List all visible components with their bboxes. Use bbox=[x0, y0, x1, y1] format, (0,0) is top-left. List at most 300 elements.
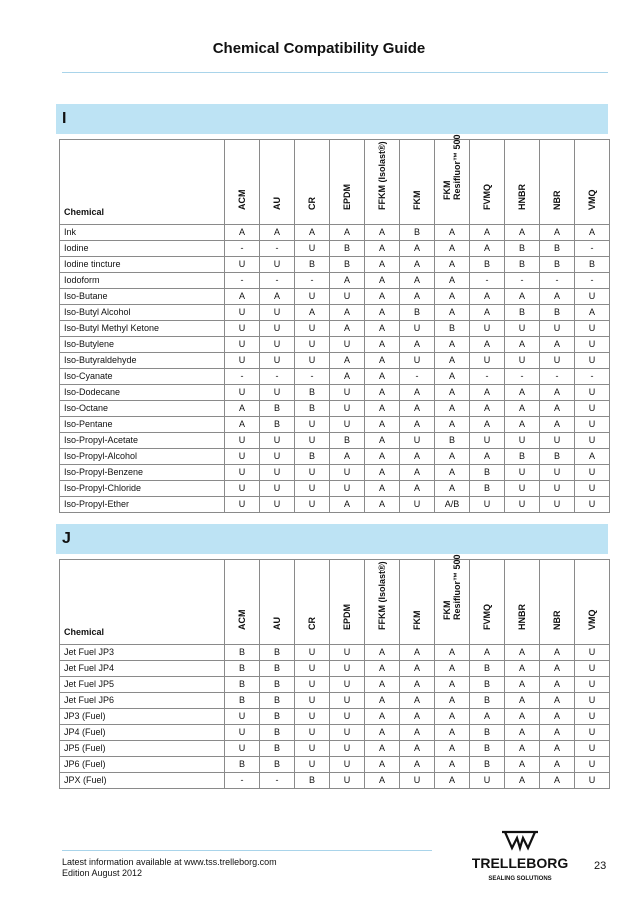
rating-cell: A bbox=[400, 385, 435, 401]
rating-cell: U bbox=[330, 385, 365, 401]
rating-cell: U bbox=[575, 289, 610, 305]
rating-cell: A bbox=[400, 677, 435, 693]
rating-cell: U bbox=[400, 773, 435, 789]
rating-cell: U bbox=[295, 757, 330, 773]
rating-cell: B bbox=[470, 741, 505, 757]
column-header bbox=[295, 560, 330, 645]
rating-cell: - bbox=[505, 273, 540, 289]
chemical-name: Iso-Propyl-Ether bbox=[60, 497, 225, 513]
rating-cell: B bbox=[260, 693, 295, 709]
rating-cell: A bbox=[365, 481, 400, 497]
rating-cell: A bbox=[435, 465, 470, 481]
rating-cell: U bbox=[295, 677, 330, 693]
rating-cell: A bbox=[435, 385, 470, 401]
rating-cell: A bbox=[400, 645, 435, 661]
rating-cell: U bbox=[400, 497, 435, 513]
rating-cell: A bbox=[540, 289, 575, 305]
rating-cell: A bbox=[470, 417, 505, 433]
rating-cell: - bbox=[575, 241, 610, 257]
rating-cell: U bbox=[575, 385, 610, 401]
table-row bbox=[60, 645, 610, 661]
rating-cell: U bbox=[295, 241, 330, 257]
column-header-label: FKM bbox=[412, 610, 422, 630]
rating-cell: U bbox=[295, 465, 330, 481]
column-header bbox=[470, 560, 505, 645]
rating-cell: U bbox=[540, 433, 575, 449]
rating-cell: A bbox=[540, 417, 575, 433]
table-row bbox=[60, 497, 610, 513]
rating-cell: A bbox=[540, 773, 575, 789]
rating-cell: A bbox=[330, 321, 365, 337]
rating-cell: A bbox=[330, 497, 365, 513]
rating-cell: U bbox=[330, 693, 365, 709]
table-row bbox=[60, 417, 610, 433]
rating-cell: A bbox=[225, 289, 260, 305]
rating-cell: U bbox=[330, 773, 365, 789]
rating-cell: A bbox=[365, 257, 400, 273]
rating-cell: U bbox=[505, 481, 540, 497]
rating-cell: B bbox=[225, 693, 260, 709]
rating-cell: B bbox=[540, 257, 575, 273]
chemical-name: Iodoform bbox=[60, 273, 225, 289]
section-letter: J bbox=[62, 530, 71, 547]
rating-cell: A bbox=[365, 725, 400, 741]
logo-tagline: SEALING SOLUTIONS bbox=[488, 876, 552, 882]
rating-cell: A bbox=[435, 449, 470, 465]
rating-cell: A bbox=[365, 757, 400, 773]
rating-cell: - bbox=[260, 241, 295, 257]
chemical-name: Iso-Butyl Methyl Ketone bbox=[60, 321, 225, 337]
rating-cell: A bbox=[435, 741, 470, 757]
column-header-label: FKM bbox=[412, 190, 422, 210]
rating-cell: U bbox=[260, 433, 295, 449]
table-row bbox=[60, 225, 610, 241]
table-row bbox=[60, 289, 610, 305]
rating-cell: U bbox=[225, 741, 260, 757]
rating-cell: U bbox=[505, 497, 540, 513]
chemical-name: JP4 (Fuel) bbox=[60, 725, 225, 741]
rating-cell: U bbox=[575, 645, 610, 661]
rating-cell: U bbox=[400, 433, 435, 449]
rating-cell: A bbox=[400, 693, 435, 709]
rating-cell: A bbox=[400, 241, 435, 257]
rating-cell: - bbox=[540, 273, 575, 289]
chemical-name: Jet Fuel JP4 bbox=[60, 661, 225, 677]
rating-cell: U bbox=[260, 257, 295, 273]
rating-cell: B bbox=[295, 773, 330, 789]
chemical-name: Iodine bbox=[60, 241, 225, 257]
rating-cell: U bbox=[330, 661, 365, 677]
column-header-label: HNBR bbox=[517, 604, 527, 630]
chemical-name: Ink bbox=[60, 225, 225, 241]
page-title: Chemical Compatibility Guide bbox=[212, 40, 426, 57]
rating-cell: A/B bbox=[435, 497, 470, 513]
table-row bbox=[60, 741, 610, 757]
rating-cell: U bbox=[260, 305, 295, 321]
rating-cell: U bbox=[295, 709, 330, 725]
rating-cell: A bbox=[365, 321, 400, 337]
rating-cell: A bbox=[435, 661, 470, 677]
rating-cell: - bbox=[400, 369, 435, 385]
rating-cell: - bbox=[470, 369, 505, 385]
rating-cell: A bbox=[470, 385, 505, 401]
rating-cell: A bbox=[435, 225, 470, 241]
logo-wordmark: TRELLEBORG bbox=[472, 855, 568, 871]
rating-cell: U bbox=[470, 497, 505, 513]
chemical-name: Iso-Propyl-Benzene bbox=[60, 465, 225, 481]
rating-cell: U bbox=[260, 385, 295, 401]
column-header bbox=[400, 560, 435, 645]
rating-cell: U bbox=[225, 257, 260, 273]
rating-cell: A bbox=[505, 289, 540, 305]
rating-cell: - bbox=[295, 273, 330, 289]
rating-cell: B bbox=[470, 757, 505, 773]
rating-cell: U bbox=[540, 481, 575, 497]
rating-cell: A bbox=[435, 289, 470, 305]
rating-cell: U bbox=[295, 433, 330, 449]
rating-cell: A bbox=[365, 337, 400, 353]
rating-cell: A bbox=[470, 449, 505, 465]
column-header-label: VMQ bbox=[587, 189, 597, 210]
column-header bbox=[225, 140, 260, 225]
column-header bbox=[260, 140, 295, 225]
rating-cell: A bbox=[540, 337, 575, 353]
rating-cell: B bbox=[225, 645, 260, 661]
rating-cell: A bbox=[435, 337, 470, 353]
rating-cell: U bbox=[295, 693, 330, 709]
rating-cell: - bbox=[260, 273, 295, 289]
column-header-label: FVMQ bbox=[482, 184, 492, 210]
rating-cell: - bbox=[225, 773, 260, 789]
footer-website: Latest information available at www.tss.trelleborg.com bbox=[62, 857, 277, 867]
column-header bbox=[365, 140, 400, 225]
rating-cell: - bbox=[260, 773, 295, 789]
table-row bbox=[60, 273, 610, 289]
rating-cell: B bbox=[225, 661, 260, 677]
rating-cell: B bbox=[470, 661, 505, 677]
column-header-chemical: Chemical bbox=[60, 560, 225, 645]
rating-cell: U bbox=[295, 417, 330, 433]
chemical-name: Iso-Propyl-Acetate bbox=[60, 433, 225, 449]
rating-cell: U bbox=[225, 465, 260, 481]
rating-cell: B bbox=[400, 305, 435, 321]
rating-cell: A bbox=[400, 273, 435, 289]
column-header-label: HNBR bbox=[517, 184, 527, 210]
rating-cell: A bbox=[470, 305, 505, 321]
rating-cell: A bbox=[540, 661, 575, 677]
rating-cell: A bbox=[400, 289, 435, 305]
rating-cell: U bbox=[540, 465, 575, 481]
rating-cell: A bbox=[505, 645, 540, 661]
rating-cell: B bbox=[260, 645, 295, 661]
rating-cell: A bbox=[435, 693, 470, 709]
rating-cell: A bbox=[575, 305, 610, 321]
column-header bbox=[225, 560, 260, 645]
rating-cell: U bbox=[575, 433, 610, 449]
rating-cell: U bbox=[505, 353, 540, 369]
rating-cell: A bbox=[330, 273, 365, 289]
rating-cell: U bbox=[575, 465, 610, 481]
rating-cell: A bbox=[505, 709, 540, 725]
rating-cell: A bbox=[365, 741, 400, 757]
column-header bbox=[295, 140, 330, 225]
rating-cell: B bbox=[295, 449, 330, 465]
rating-cell: U bbox=[330, 709, 365, 725]
page-number: 23 bbox=[594, 860, 607, 872]
rating-cell: B bbox=[470, 725, 505, 741]
rating-cell: A bbox=[295, 225, 330, 241]
rating-cell: B bbox=[260, 725, 295, 741]
column-header bbox=[330, 560, 365, 645]
rating-cell: A bbox=[435, 417, 470, 433]
rating-cell: B bbox=[295, 401, 330, 417]
chemical-name: Iso-Butane bbox=[60, 289, 225, 305]
column-header bbox=[540, 140, 575, 225]
column-header-label: FVMQ bbox=[482, 604, 492, 630]
rating-cell: B bbox=[400, 225, 435, 241]
chemical-name: Iso-Dodecane bbox=[60, 385, 225, 401]
rating-cell: U bbox=[575, 741, 610, 757]
rating-cell: B bbox=[540, 305, 575, 321]
rating-cell: U bbox=[225, 385, 260, 401]
rating-cell: A bbox=[435, 401, 470, 417]
rating-cell: A bbox=[505, 741, 540, 757]
rating-cell: - bbox=[505, 369, 540, 385]
rating-cell: A bbox=[400, 337, 435, 353]
rating-cell: B bbox=[540, 449, 575, 465]
column-header bbox=[540, 560, 575, 645]
rating-cell: A bbox=[470, 289, 505, 305]
table-row bbox=[60, 693, 610, 709]
rating-cell: A bbox=[505, 225, 540, 241]
rating-cell: U bbox=[330, 465, 365, 481]
rating-cell: A bbox=[365, 661, 400, 677]
rating-cell: - bbox=[225, 241, 260, 257]
rating-cell: A bbox=[470, 709, 505, 725]
rating-cell: A bbox=[400, 661, 435, 677]
rating-cell: A bbox=[505, 757, 540, 773]
chemical-name: Jet Fuel JP3 bbox=[60, 645, 225, 661]
rating-cell: U bbox=[575, 757, 610, 773]
column-header-label: NBR bbox=[552, 190, 562, 210]
rating-cell: A bbox=[400, 757, 435, 773]
rating-cell: U bbox=[540, 353, 575, 369]
rating-cell: A bbox=[435, 725, 470, 741]
rating-cell: A bbox=[365, 693, 400, 709]
rating-cell: U bbox=[225, 337, 260, 353]
rating-cell: A bbox=[400, 465, 435, 481]
rating-cell: A bbox=[505, 661, 540, 677]
rating-cell: A bbox=[365, 497, 400, 513]
rating-cell: A bbox=[435, 481, 470, 497]
rating-cell: U bbox=[575, 497, 610, 513]
rating-cell: U bbox=[260, 481, 295, 497]
column-header-label: FKM Resifluor™ 500 bbox=[442, 554, 462, 620]
column-header bbox=[365, 560, 400, 645]
rating-cell: U bbox=[295, 741, 330, 757]
title-divider bbox=[62, 72, 608, 73]
rating-cell: - bbox=[225, 369, 260, 385]
column-header bbox=[435, 134, 470, 225]
rating-cell: A bbox=[540, 757, 575, 773]
rating-cell: A bbox=[435, 757, 470, 773]
rating-cell: B bbox=[470, 257, 505, 273]
chemical-name: JP6 (Fuel) bbox=[60, 757, 225, 773]
column-header bbox=[330, 140, 365, 225]
rating-cell: U bbox=[295, 645, 330, 661]
table-row bbox=[60, 465, 610, 481]
rating-cell: A bbox=[365, 241, 400, 257]
rating-cell: U bbox=[330, 725, 365, 741]
rating-cell: A bbox=[330, 305, 365, 321]
rating-cell: A bbox=[540, 645, 575, 661]
rating-cell: U bbox=[225, 433, 260, 449]
chemical-name: Iso-Propyl-Alcohol bbox=[60, 449, 225, 465]
rating-cell: U bbox=[470, 773, 505, 789]
rating-cell: B bbox=[505, 241, 540, 257]
rating-cell: A bbox=[470, 241, 505, 257]
rating-cell: A bbox=[330, 369, 365, 385]
rating-cell: U bbox=[295, 725, 330, 741]
column-header-label: FFKM (Isolast®) bbox=[377, 561, 387, 630]
rating-cell: A bbox=[505, 693, 540, 709]
rating-cell: - bbox=[540, 369, 575, 385]
table-row bbox=[60, 385, 610, 401]
rating-cell: A bbox=[505, 385, 540, 401]
rating-cell: - bbox=[225, 273, 260, 289]
rating-cell: A bbox=[540, 225, 575, 241]
rating-cell: A bbox=[540, 677, 575, 693]
rating-cell: U bbox=[295, 337, 330, 353]
rating-cell: U bbox=[540, 321, 575, 337]
column-header bbox=[470, 140, 505, 225]
compatibility-table bbox=[59, 134, 610, 513]
chemical-name: Iso-Butyraldehyde bbox=[60, 353, 225, 369]
rating-cell: U bbox=[330, 337, 365, 353]
rating-cell: A bbox=[435, 305, 470, 321]
rating-cell: A bbox=[365, 353, 400, 369]
rating-cell: A bbox=[400, 257, 435, 273]
rating-cell: A bbox=[330, 225, 365, 241]
rating-cell: A bbox=[400, 481, 435, 497]
rating-cell: U bbox=[470, 321, 505, 337]
rating-cell: B bbox=[330, 241, 365, 257]
rating-cell: B bbox=[295, 385, 330, 401]
rating-cell: A bbox=[365, 773, 400, 789]
rating-cell: U bbox=[295, 481, 330, 497]
rating-cell: U bbox=[330, 757, 365, 773]
rating-cell: B bbox=[470, 677, 505, 693]
rating-cell: B bbox=[505, 305, 540, 321]
rating-cell: U bbox=[400, 321, 435, 337]
footer-text bbox=[62, 857, 277, 879]
rating-cell: B bbox=[260, 709, 295, 725]
rating-cell: B bbox=[225, 757, 260, 773]
compatibility-table bbox=[59, 554, 610, 789]
table-row bbox=[60, 661, 610, 677]
rating-cell: A bbox=[505, 677, 540, 693]
column-header-label: EPDM bbox=[342, 603, 352, 630]
table-row bbox=[60, 321, 610, 337]
rating-cell: U bbox=[225, 449, 260, 465]
rating-cell: A bbox=[365, 433, 400, 449]
table-row bbox=[60, 401, 610, 417]
table-row bbox=[60, 677, 610, 693]
rating-cell: U bbox=[330, 645, 365, 661]
rating-cell: U bbox=[260, 337, 295, 353]
chemical-name: Iso-Butylene bbox=[60, 337, 225, 353]
column-header bbox=[260, 560, 295, 645]
chemical-name: Iso-Octane bbox=[60, 401, 225, 417]
column-header-label: VMQ bbox=[587, 609, 597, 630]
table-row bbox=[60, 305, 610, 321]
column-header-label: NBR bbox=[552, 610, 562, 630]
rating-cell: A bbox=[365, 709, 400, 725]
rating-cell: A bbox=[435, 241, 470, 257]
rating-cell: A bbox=[400, 709, 435, 725]
rating-cell: U bbox=[575, 709, 610, 725]
column-header-label: CR bbox=[307, 617, 317, 630]
rating-cell: A bbox=[505, 401, 540, 417]
rating-cell: U bbox=[225, 321, 260, 337]
rating-cell: U bbox=[505, 465, 540, 481]
rating-cell: A bbox=[260, 289, 295, 305]
rating-cell: U bbox=[470, 433, 505, 449]
table-row bbox=[60, 709, 610, 725]
rating-cell: U bbox=[330, 417, 365, 433]
table-row bbox=[60, 353, 610, 369]
chemical-name: JP5 (Fuel) bbox=[60, 741, 225, 757]
table-row bbox=[60, 433, 610, 449]
rating-cell: A bbox=[260, 225, 295, 241]
rating-cell: - bbox=[295, 369, 330, 385]
footer-edition: Edition August 2012 bbox=[62, 868, 143, 878]
column-header-chemical: Chemical bbox=[60, 140, 225, 225]
rating-cell: U bbox=[575, 481, 610, 497]
table-row bbox=[60, 337, 610, 353]
rating-cell: U bbox=[330, 289, 365, 305]
rating-cell: U bbox=[575, 337, 610, 353]
rating-cell: A bbox=[470, 337, 505, 353]
section-header bbox=[56, 524, 608, 554]
table-row bbox=[60, 369, 610, 385]
rating-cell: A bbox=[365, 645, 400, 661]
rating-cell: B bbox=[505, 257, 540, 273]
rating-cell: U bbox=[225, 305, 260, 321]
rating-cell: A bbox=[400, 417, 435, 433]
rating-cell: A bbox=[540, 709, 575, 725]
rating-cell: U bbox=[575, 693, 610, 709]
rating-cell: A bbox=[575, 449, 610, 465]
chemical-name: JPX (Fuel) bbox=[60, 773, 225, 789]
rating-cell: U bbox=[295, 661, 330, 677]
column-header bbox=[575, 560, 610, 645]
rating-cell: U bbox=[260, 465, 295, 481]
section-header bbox=[56, 104, 608, 134]
rating-cell: B bbox=[260, 757, 295, 773]
rating-cell: U bbox=[470, 353, 505, 369]
chemical-name: Iso-Butyl Alcohol bbox=[60, 305, 225, 321]
rating-cell: U bbox=[505, 433, 540, 449]
rating-cell: A bbox=[540, 693, 575, 709]
rating-cell: U bbox=[575, 677, 610, 693]
table-row bbox=[60, 481, 610, 497]
rating-cell: A bbox=[365, 273, 400, 289]
rating-cell: U bbox=[295, 353, 330, 369]
rating-cell: A bbox=[540, 725, 575, 741]
rating-cell: A bbox=[365, 289, 400, 305]
column-header bbox=[505, 560, 540, 645]
